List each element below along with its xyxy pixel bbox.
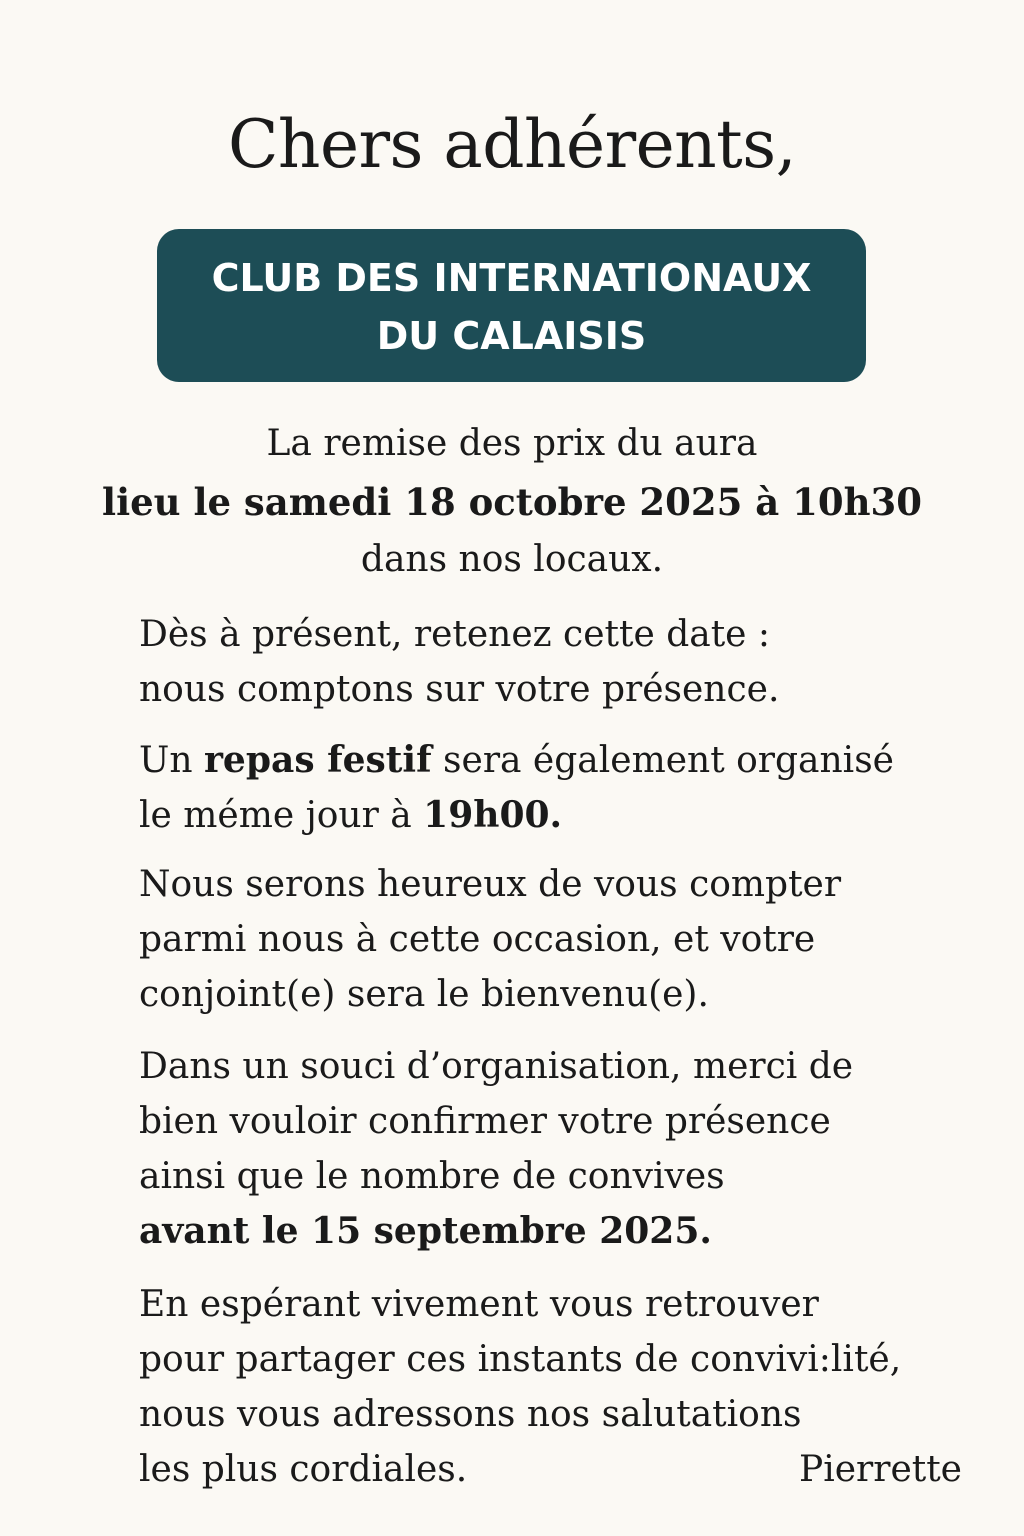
paragraph-line: parmi nous à cette occasion, et votre: [139, 919, 816, 960]
paragraph-line: bien vouloir confirmer votre présence: [139, 1101, 831, 1142]
paragraph-line: [139, 733, 979, 788]
paragraph-line: Dès à présent, retenez cette date :: [139, 614, 771, 655]
welcome-paragraph: [139, 857, 979, 1022]
rsvp-deadline: [139, 1204, 979, 1259]
event-line-1: La remise des prix du aura: [266, 423, 758, 464]
paragraph-line: nous vous adressons nos salutations: [139, 1394, 802, 1435]
rsvp-paragraph: [139, 1039, 979, 1259]
paragraph-line: les plus cordiales.: [139, 1449, 468, 1490]
club-name-line-1: CLUB DES INTERNATIONAUX: [211, 256, 812, 300]
paragraph-line: Nous serons heureux de vous compter: [139, 864, 842, 905]
save-the-date-paragraph: [139, 607, 979, 717]
text-span: sera également organisé: [431, 740, 894, 781]
signature: Pierrette: [798, 1449, 962, 1490]
text-span: Un: [139, 740, 204, 781]
dinner-time-highlight: 19h00.: [423, 794, 563, 836]
paragraph-line: pour partager ces instants de convivi:lité,: [139, 1339, 902, 1380]
paragraph-line: [139, 788, 979, 843]
paragraph-line: ainsi que le nombre de convives: [139, 1156, 725, 1197]
event-line-3: dans nos locaux.: [360, 539, 664, 580]
paragraph-line: nous comptons sur votre présence.: [139, 669, 780, 710]
club-name-banner: [157, 229, 866, 382]
event-date-line: lieu le samedi 18 octobre 2025 à 10h30: [102, 480, 922, 524]
paragraph-line: conjoint(e) sera le bienvenu(e).: [139, 974, 709, 1015]
event-announcement: [0, 415, 1024, 589]
greeting-heading: Chers adhérents,: [227, 106, 797, 183]
dinner-highlight: repas festif: [203, 739, 432, 781]
deadline-highlight: avant le 15 septembre 2025.: [139, 1210, 712, 1252]
text-span: le méme jour à: [139, 795, 424, 836]
dinner-paragraph: [139, 733, 979, 843]
club-name-line-2: DU CALAISIS: [376, 314, 647, 358]
paragraph-line: En espérant vivement vous retrouver: [139, 1284, 819, 1325]
paragraph-line: Dans un souci d’organisation, merci de: [139, 1046, 854, 1087]
